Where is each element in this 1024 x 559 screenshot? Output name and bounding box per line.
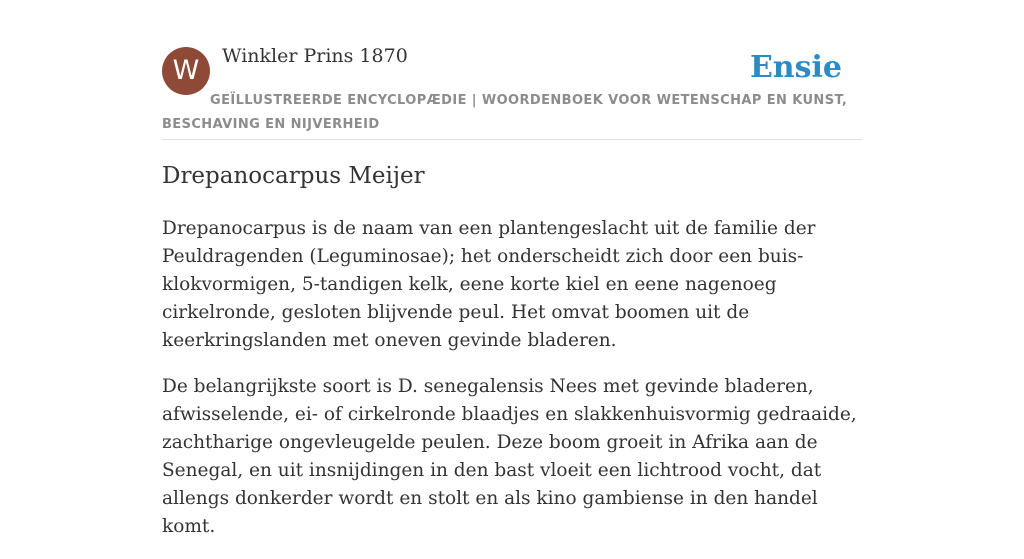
article-title: Drepanocarpus Meijer [162,163,425,189]
source-subtitle: GEÏLLUSTREERDE ENCYCLOPÆDIE | WOORDENBOEK VOOR WETENSCHAP EN KUNST, BESCHAVING EN NIJVERHEID [162,93,848,132]
source-title[interactable]: Winkler Prins 1870 [222,45,408,67]
brand-logo[interactable]: Ensie [749,50,842,85]
article-paragraph: Drepanocarpus is de naam van een plantengeslacht uit de familie der Peuldragenden (Leguminosae); het onderscheidt zich door een buis-klokvormigen, 5-tandigen kelk, eene korte kiel en eene nagenoeg cirkelronde, gesloten blijvende peul. Het omvat boomen uit de keerkringslanden met oneven gevinde bladeren. [162,218,816,351]
article-body [162,215,862,559]
avatar: W [162,47,210,95]
article-paragraph: De belangrijkste soort is D. senegalensis Nees met gevinde bladeren, afwisselende, ei- of cirkelronde blaadjes en slakkenhuisvormig gedraaide, zachtharige ongevleugelde peulen. Deze boom groeit in Afrika aan de Senegal, en uit insnijdingen in den bast vloeit een lichtrood vocht, dat allengs donkerder wordt en stolt en als kino gambiense in den handel komt. [162,376,857,537]
divider [162,139,862,140]
